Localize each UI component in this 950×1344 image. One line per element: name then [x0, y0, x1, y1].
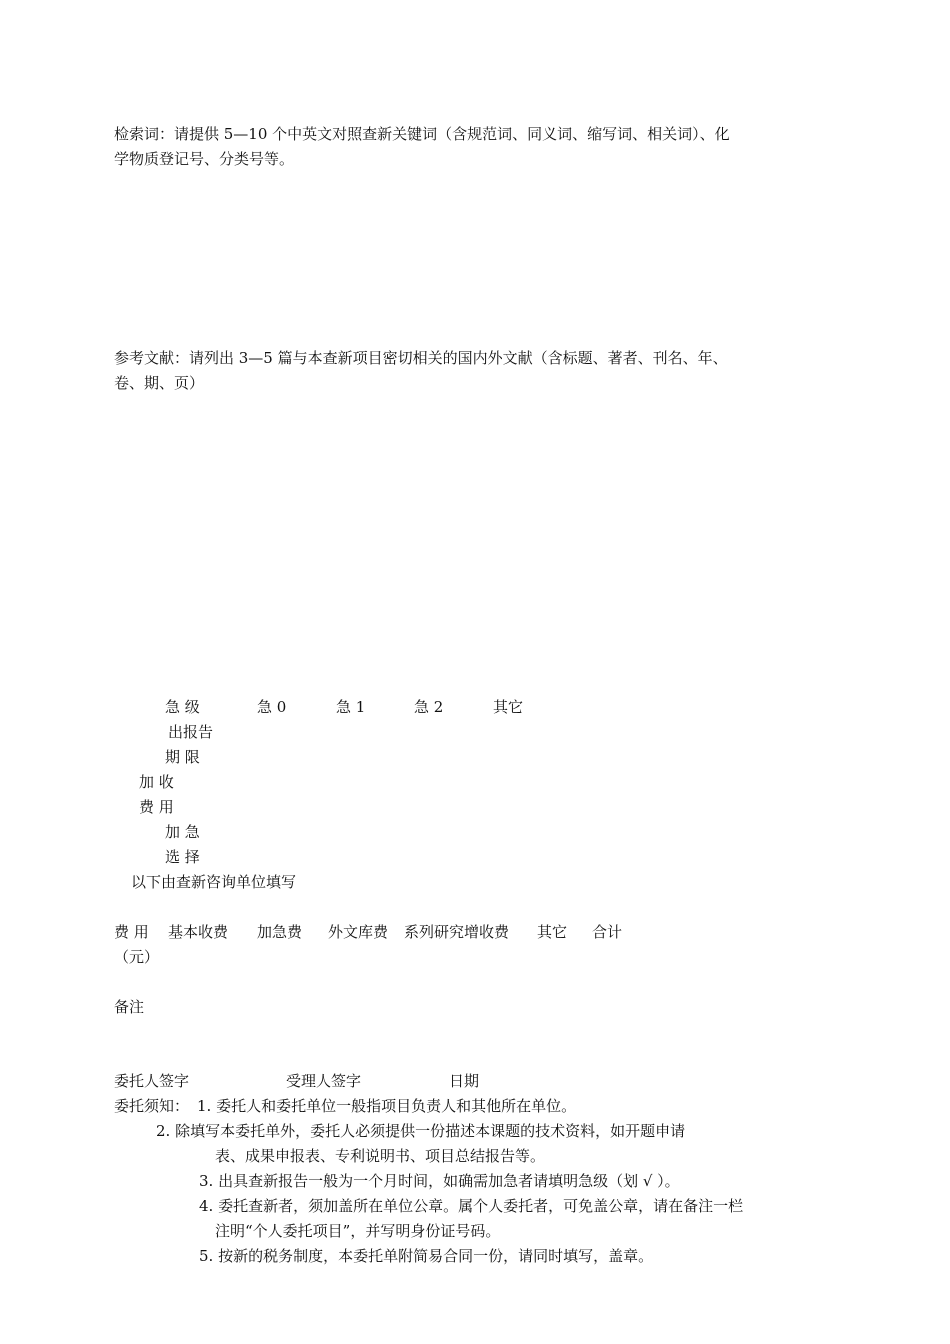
surcharge-label-line2: 费 用 [139, 798, 174, 816]
fee-basic: 基本收费 [168, 923, 229, 941]
remarks-label: 备注 [114, 998, 145, 1016]
urgent-select-label-line1: 加 急 [165, 823, 200, 841]
urgency-level-label: 急 级 [165, 698, 200, 716]
date-label: 日期 [449, 1072, 480, 1090]
surcharge-label-line1: 加 收 [139, 773, 174, 791]
notice-item-2-line1: 2. 除填写本委托单外，委托人必须提供一份描述本课题的技术资料，如开题申请 [156, 1122, 686, 1140]
keywords-instruction-line2: 学物质登记号、分类号等。 [114, 150, 295, 168]
urgency-option-other[interactable]: 其它 [493, 698, 524, 716]
fee-foreign-db: 外文库费 [328, 923, 389, 941]
urgent-select-label-line2: 选 择 [165, 848, 200, 866]
notice-title: 委托须知： [114, 1097, 190, 1115]
references-instruction-line1: 参考文献：请列出 3—5 篇与本查新项目密切相关的国内外文献（含标题、著者、刊名、年、 [114, 349, 728, 367]
client-signature-label: 委托人签字 [114, 1072, 190, 1090]
notice-item-4-line1: 4. 委托查新者，须加盖所在单位公章。属个人委托者，可免盖公章，请在备注一栏 [199, 1197, 744, 1215]
report-deadline-label-line2: 期 限 [165, 748, 200, 766]
notice-item-1: 1. 委托人和委托单位一般指项目负责人和其他所在单位。 [197, 1097, 577, 1115]
urgency-option-1[interactable]: 急 1 [336, 698, 366, 716]
notice-item-2-line2: 表、成果申报表、专利说明书、项目总结报告等。 [215, 1147, 546, 1165]
fee-urgent: 加急费 [257, 923, 303, 941]
urgency-option-2[interactable]: 急 2 [414, 698, 444, 716]
notice-item-4-line2: 注明“个人委托项目”，并写明身份证号码。 [215, 1222, 501, 1240]
receiver-signature-label: 受理人签字 [286, 1072, 362, 1090]
urgency-option-0[interactable]: 急 0 [257, 698, 287, 716]
unit-fill-note: 以下由查新咨询单位填写 [131, 873, 297, 891]
fees-unit: （元） [114, 948, 160, 966]
notice-item-5: 5. 按新的税务制度，本委托单附简易合同一份，请同时填写，盖章。 [199, 1247, 654, 1265]
fee-total: 合计 [592, 923, 623, 941]
keywords-instruction-line1: 检索词：请提供 5—10 个中英文对照查新关键词（含规范词、同义词、缩写词、相关词）、化 [114, 125, 730, 143]
report-deadline-label-line1: 出报告 [168, 723, 214, 741]
fees-label: 费 用 [114, 923, 149, 941]
references-instruction-line2: 卷、期、页） [114, 374, 205, 392]
notice-item-3: 3. 出具查新报告一般为一个月时间，如确需加急者请填明急级（划 √ ）。 [199, 1172, 680, 1190]
fee-series-research: 系列研究增收费 [404, 923, 510, 941]
fee-other: 其它 [537, 923, 568, 941]
